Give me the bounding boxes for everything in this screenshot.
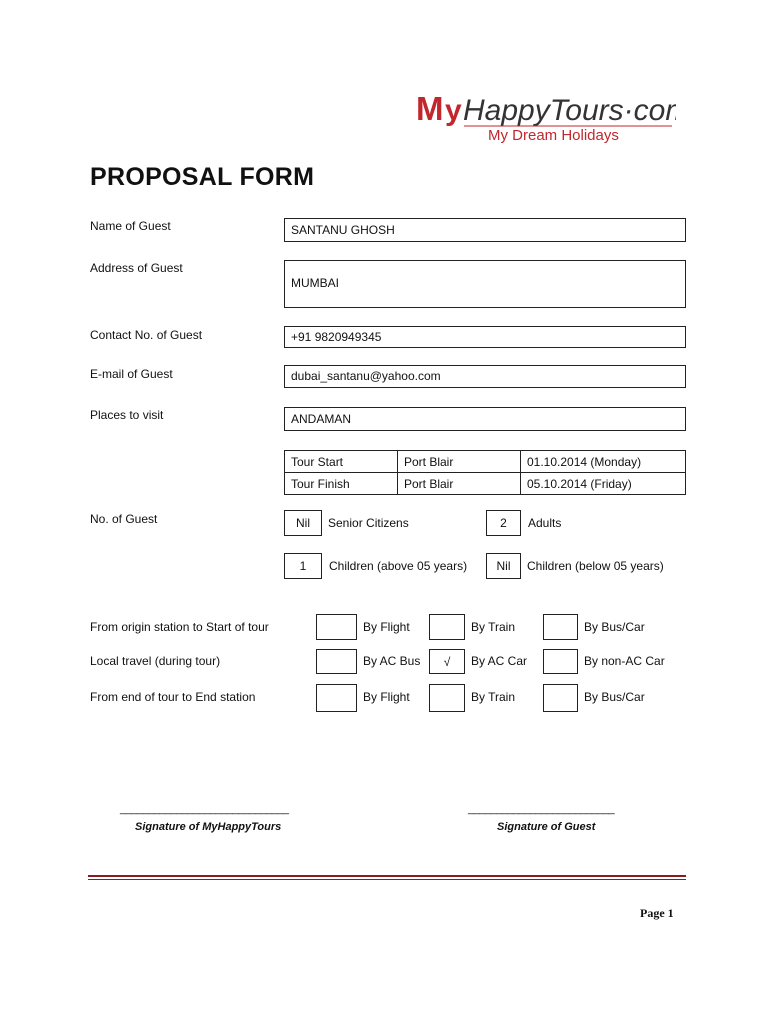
places-field[interactable]: ANDAMAN: [284, 407, 686, 431]
address-label: Address of Guest: [90, 261, 183, 275]
end-bus-checkbox[interactable]: [543, 684, 578, 712]
origin-train-checkbox[interactable]: [429, 614, 465, 640]
end-train-checkbox[interactable]: [429, 684, 465, 712]
signature-label-right: Signature of Guest: [497, 821, 596, 833]
origin-flight-label: By Flight: [363, 620, 410, 634]
email-field[interactable]: dubai_santanu@yahoo.com: [284, 365, 686, 388]
child-above-label: Children (above 05 years): [329, 559, 468, 573]
email-label: E-mail of Guest: [90, 367, 173, 381]
end-flight-label: By Flight: [363, 690, 410, 704]
origin-flight-checkbox[interactable]: [316, 614, 357, 640]
contact-field[interactable]: +91 9820949345: [284, 326, 686, 348]
logo-brand-text: HappyTours·com: [463, 94, 676, 127]
origin-train-label: By Train: [471, 620, 516, 634]
adults-count-box[interactable]: 2: [486, 510, 521, 536]
senior-count-box[interactable]: Nil: [284, 510, 322, 536]
child-below-label: Children (below 05 years): [527, 559, 664, 573]
svg-text:y: y: [445, 94, 462, 127]
page-title: PROPOSAL FORM: [90, 163, 315, 191]
travel-end-label: From end of tour to End station: [90, 690, 256, 704]
tour-table: [284, 450, 686, 495]
tour-finish-label: Tour Finish: [285, 473, 398, 495]
tour-start-date: 01.10.2014 (Monday): [521, 451, 686, 473]
local-accar-checkbox[interactable]: √: [429, 649, 465, 674]
tour-finish-place: Port Blair: [398, 473, 521, 495]
child-below-count-box[interactable]: Nil: [486, 553, 521, 579]
svg-text:M: M: [416, 90, 444, 127]
origin-bus-checkbox[interactable]: [543, 614, 578, 640]
logo-tagline: My Dream Holidays: [488, 127, 619, 144]
end-flight-checkbox[interactable]: [316, 684, 357, 712]
footer-divider: [88, 875, 686, 880]
logo: [414, 82, 676, 144]
signature-line-left: ______________________________: [120, 803, 289, 815]
table-row: [285, 451, 686, 473]
local-nonac-label: By non-AC Car: [584, 654, 665, 668]
places-label: Places to visit: [90, 408, 164, 422]
signature-line-right: __________________________: [468, 803, 615, 815]
origin-bus-label: By Bus/Car: [584, 620, 645, 634]
page-number: Page 1: [640, 906, 674, 920]
guest-count-label: No. of Guest: [90, 512, 158, 526]
logo-graphic: [414, 82, 676, 144]
address-value: MUMBAI: [291, 276, 339, 290]
name-label: Name of Guest: [90, 219, 171, 233]
local-accar-label: By AC Car: [471, 654, 528, 668]
local-acbus-label: By AC Bus: [363, 654, 421, 668]
adults-label: Adults: [528, 516, 562, 530]
table-row: [285, 473, 686, 495]
address-field[interactable]: [284, 260, 686, 308]
tour-start-label: Tour Start: [285, 451, 398, 473]
name-field[interactable]: SANTANU GHOSH: [284, 218, 686, 242]
senior-label: Senior Citizens: [328, 516, 409, 530]
travel-origin-label: From origin station to Start of tour: [90, 620, 269, 634]
local-acbus-checkbox[interactable]: [316, 649, 357, 674]
signature-label-left: Signature of MyHappyTours: [135, 821, 282, 833]
travel-local-label: Local travel (during tour): [90, 654, 221, 668]
local-nonac-checkbox[interactable]: [543, 649, 578, 674]
tour-finish-date: 05.10.2014 (Friday): [521, 473, 686, 495]
end-train-label: By Train: [471, 690, 516, 704]
end-bus-label: By Bus/Car: [584, 690, 645, 704]
tour-start-place: Port Blair: [398, 451, 521, 473]
contact-label: Contact No. of Guest: [90, 328, 203, 342]
child-above-count-box[interactable]: 1: [284, 553, 322, 579]
